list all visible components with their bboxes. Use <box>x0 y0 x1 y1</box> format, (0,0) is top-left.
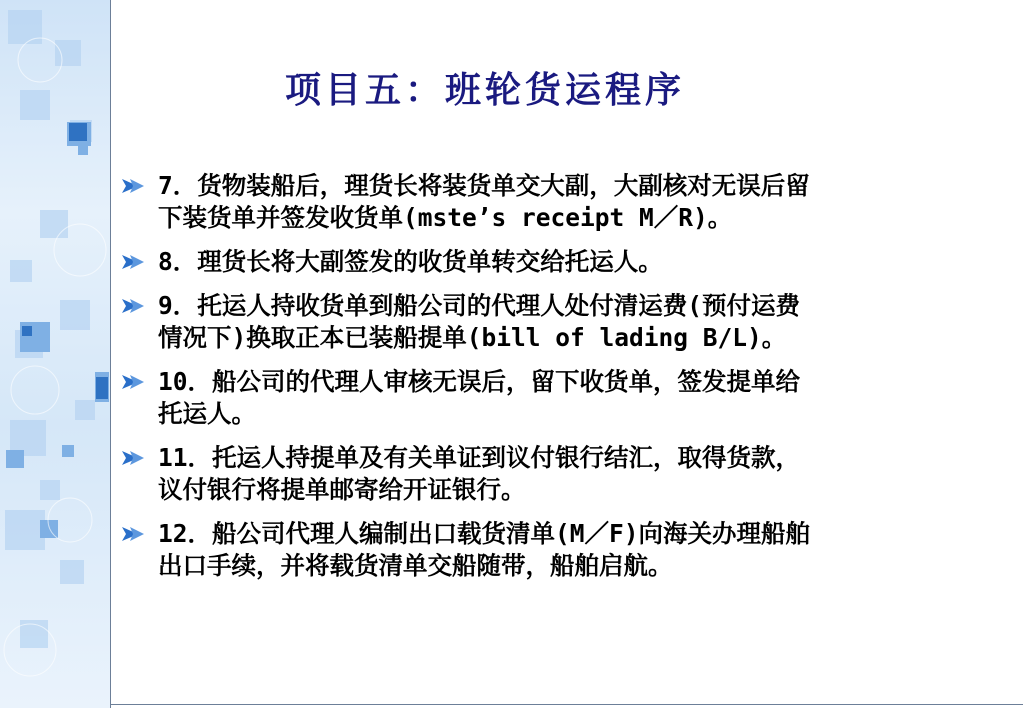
item-line: 议付银行将提单邮寄给开证银行。 <box>158 475 526 504</box>
item-line: 9．托运人持收货单到船公司的代理人处付清运费(预付运费 <box>158 291 800 320</box>
item-line: 11．托运人持提单及有关单证到议付银行结汇，取得货款， <box>158 443 800 472</box>
list-item <box>120 442 1000 506</box>
list-item <box>120 290 1000 354</box>
arrow-bullet-icon <box>120 524 146 544</box>
item-line: 情况下)换取正本已装船提单(bill of lading B/L)。 <box>158 323 787 352</box>
list-item <box>120 170 1000 234</box>
item-line: 出口手续，并将载货清单交船随带，船舶启航。 <box>158 551 673 580</box>
bullet-list <box>120 170 1000 594</box>
list-item <box>120 518 1000 582</box>
arrow-bullet-icon <box>120 448 146 468</box>
slide-title: 项目五：班轮货运程序 <box>284 69 685 111</box>
arrow-bullet-icon <box>120 296 146 316</box>
decorative-sidebar <box>0 0 111 708</box>
item-line: 8．理货长将大副签发的收货单转交给托运人。 <box>158 247 663 276</box>
item-line: 7．货物装船后，理货长将装货单交大副，大副核对无误后留 <box>158 171 810 200</box>
arrow-bullet-icon <box>120 176 146 196</box>
list-item <box>120 246 1000 278</box>
item-line: 10．船公司的代理人审核无误后，留下收货单，签发提单给 <box>158 367 800 396</box>
arrow-bullet-icon <box>120 372 146 392</box>
item-line: 下装货单并签发收货单(mste’s receipt M／R)。 <box>158 203 733 232</box>
item-line: 托运人。 <box>158 399 256 428</box>
item-line: 12．船公司代理人编制出口载货清单(M／F)向海关办理船舶 <box>158 519 810 548</box>
arrow-bullet-icon <box>120 252 146 272</box>
bottom-border <box>110 704 1023 705</box>
list-item <box>120 366 1000 430</box>
sidebar-pattern <box>0 0 111 708</box>
